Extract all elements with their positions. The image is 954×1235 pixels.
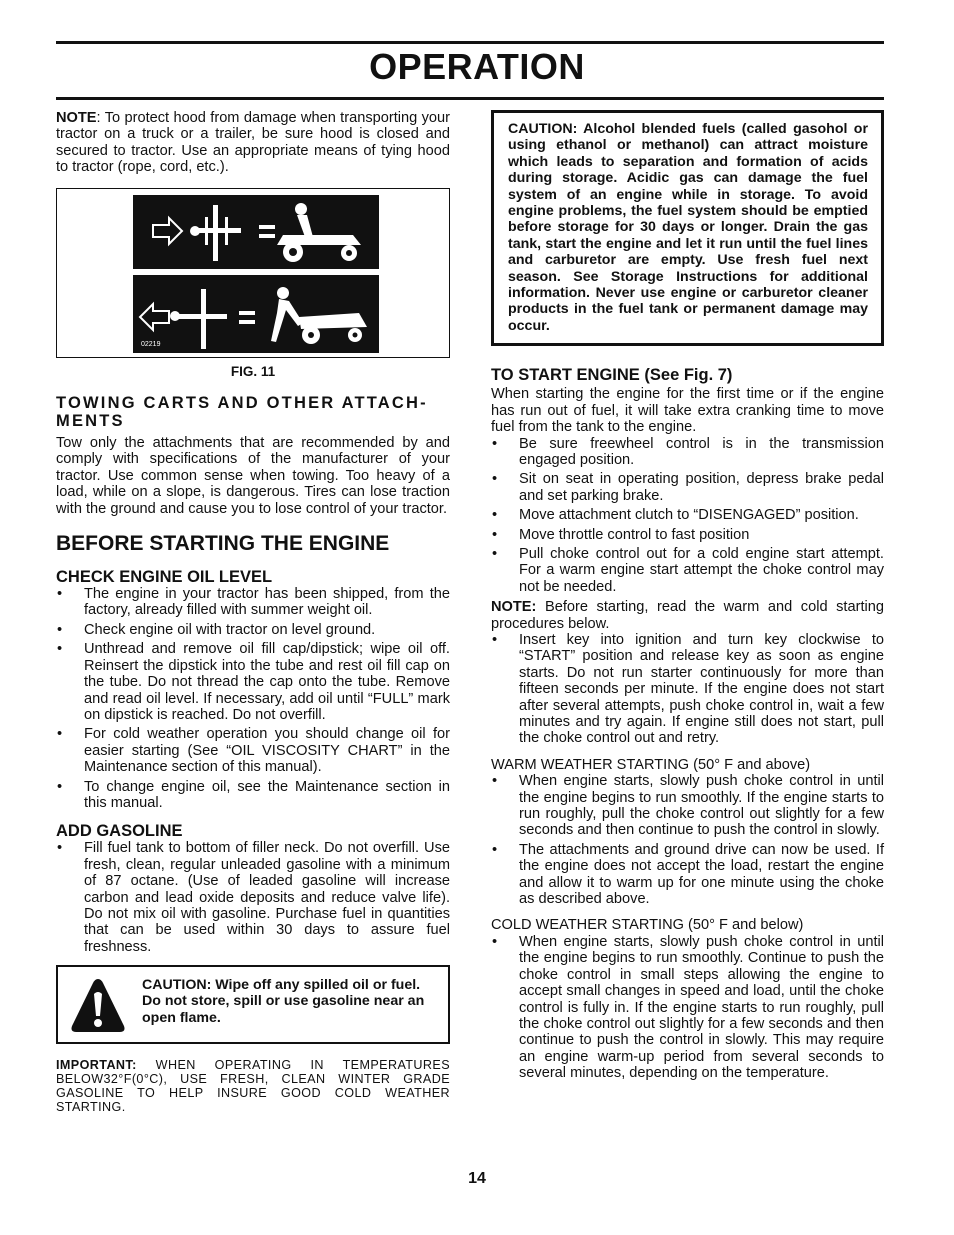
warm-weather-heading: WARM WEATHER STARTING (50° F and above) xyxy=(491,756,811,773)
oil-list xyxy=(56,586,450,811)
right-column xyxy=(491,110,884,1085)
important-label: IMPORTANT: xyxy=(56,1058,137,1073)
list-item: • When engine starts, slowly push choke control in until the engine begins to run smoothly. If the engine starts to run roughly, pull the choke control out slightly for a few seconds and then continue to push the control in slowly. xyxy=(491,773,884,839)
list-item: • Move attachment clutch to “DISENGAGED” position. xyxy=(491,507,884,523)
cold-list xyxy=(491,934,884,1082)
note2-text: Before starting, read the warm and cold starting procedures below. xyxy=(491,599,884,632)
list-item: • Insert key into ignition and turn key clockwise to “START” position and release key as soon as engine starts. Do not run starter continuously for more than fifteen seconds per minute. If the engine does not start after several attempts, push choke control in, wait a few minutes and try again. If engine still does not start, pull the choke control out and retry. xyxy=(491,632,884,747)
important-note xyxy=(56,1058,450,1114)
start-list xyxy=(491,436,884,596)
oil-heading: CHECK ENGINE OIL LEVEL xyxy=(56,568,273,587)
page-number: 14 xyxy=(468,1170,486,1187)
list-item: • The engine in your tractor has been shipped, from the factory, already filled with summer weight oil. xyxy=(56,586,450,619)
note-text: : To protect hood from damage when transporting your tractor on a truck or a trailer, be sure hood is closed and secured to tractor. Use an appropriate means of tying hood to tractor (rope, cord, etc.). xyxy=(56,110,450,176)
list-item: • Unthread and remove oil fill cap/dipstick; wipe oil off. Reinsert the dipstick into the tube and rest oil fill cap on the tube. Do not thread the cap onto the tube. Remove and read oil level. If necessary, add oil until “FULL” mark on dipstick is reached. Do not overfill. xyxy=(56,641,450,723)
list-item: • Fill fuel tank to bottom of filler neck. Do not overfill. Use fresh, clean, regular unleaded gasoline with a minimum of 87 octane. (Use of leaded gasoline will increase carbon and lead oxide deposits and reduce valve life). Do not mix oil with gasoline. Purchase fuel in quantities that can be used within 30 days to assure fuel freshness. xyxy=(56,840,450,955)
cold-weather-heading: COLD WEATHER STARTING (50° F and below) xyxy=(491,917,804,934)
hood-note xyxy=(56,110,450,176)
list-item: • For cold weather operation you should change oil for easier starting (See “OIL VISCOSITY CHART” in the Maintenance section of this manual). xyxy=(56,726,450,775)
list-item: • Check engine oil with tractor on level ground. xyxy=(56,622,450,638)
title-underline xyxy=(56,97,884,100)
alcohol-caution-box: CAUTION: Alcohol blended fuels (called gasohol or using ethanol or methanol) can attract moisture which leads to separation and formation of acids during storage. Acidic gas can damage the fuel system of an engine while in storage. To avoid engine problems, the fuel system should be emptied before storage for 30 days or longer. Drain the gas tank, start the engine and let it run until the fuel lines and carburetor are empty. Use fresh fuel next season. See Storage Instructions for additional information. Never use engine or carburetor cleaner products in the fuel tank or permanent damage may occur. xyxy=(491,110,884,346)
gasoline-list xyxy=(56,840,450,955)
start-engine-heading: TO START ENGINE (See Fig. 7) xyxy=(491,366,733,385)
figure-11 xyxy=(56,188,450,358)
list-item: • When engine starts, slowly push choke control in until the engine begins to run smoothly. Continue to push the choke control in small steps allowing the engine to accept small changes in speed and load, until the choke control is fully in. If the engine starts to run roughly, pull the choke control out slightly for a few seconds and then continue to push the control in slowly. This may require an engine warm-up period from several seconds to several minutes, depending on the temperature. xyxy=(491,934,884,1082)
top-rule xyxy=(56,41,884,44)
important-text: WHEN OPERATING IN TEMPERATURES BELOW32°F(0°C), USE FRESH, CLEAN WINTER GRADE GASOLINE TO HELP INSURE GOOD COLD WEATHER STARTING. xyxy=(56,1058,450,1115)
towing-text: Tow only the attachments that are recommended by and comply with specifications of the manufacturer of your tractor. Use common sense when towing. Too heavy of a load, while on a slope, is dangerous. Tires can lose traction with the ground and cause you to lose control of your tractor. xyxy=(56,435,450,517)
list-item: • The attachments and ground drive can now be used. If the engine does not accept the load, restart the engine and allow it to warm up for one minute using the choke as described above. xyxy=(491,842,884,908)
page-title: OPERATION xyxy=(369,46,585,87)
list-item: • To change engine oil, see the Maintenance section in this manual. xyxy=(56,779,450,812)
image-code: 02219 xyxy=(141,340,161,348)
towing-heading: TOWING CARTS AND OTHER ATTACH- MENTS xyxy=(56,394,428,431)
towing-illustration xyxy=(133,195,379,353)
list-item: • Sit on seat in operating position, depress brake pedal and set parking brake. xyxy=(491,471,884,504)
note-label: NOTE xyxy=(56,110,97,126)
spill-caution-box xyxy=(56,965,450,1044)
warm-list xyxy=(491,773,884,907)
list-item: • Move throttle control to fast position xyxy=(491,527,884,543)
gasoline-heading: ADD GASOLINE xyxy=(56,822,183,841)
starting-note xyxy=(491,599,884,632)
figure-caption: FIG. 11 xyxy=(230,363,276,379)
note2-label: NOTE: xyxy=(491,599,537,616)
warning-triangle-icon xyxy=(70,976,126,1034)
key-list xyxy=(491,632,884,747)
spill-caution-text: CAUTION: Wipe off any spilled oil or fuel. Do not store, spill or use gasoline near an open flame. xyxy=(142,977,425,1026)
start-intro: When starting the engine for the first time or if the engine has run out of fuel, it will take extra cranking time to move fuel from the tank to the engine. xyxy=(491,386,884,436)
list-item: • Be sure freewheel control is in the transmission engaged position. xyxy=(491,436,884,469)
left-column xyxy=(56,110,450,1114)
list-item: • Pull choke control out for a cold engine start attempt. For a warm engine start attempt the choke control may not be needed. xyxy=(491,546,884,595)
before-starting-heading: BEFORE STARTING THE ENGINE xyxy=(56,532,390,556)
